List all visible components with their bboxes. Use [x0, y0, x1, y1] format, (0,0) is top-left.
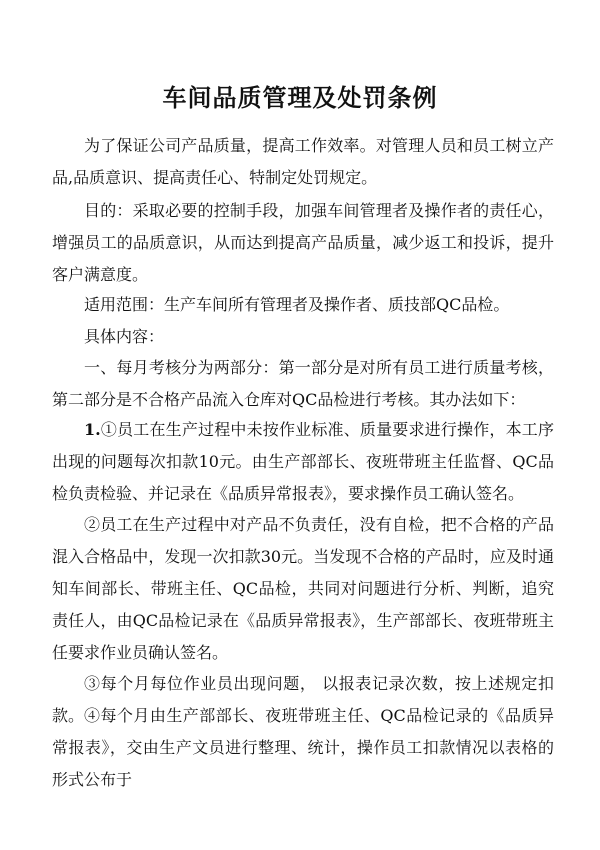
section1-paragraph: 一、每月考核分为两部分：第一部分是对所有员工进行质量考核，第二部分是不合格产品流入仓库对QC品检进行考核。其办法如下：: [52, 358, 554, 409]
item1-text: ①员工在生产过程中未按作业标准、质量要求进行操作，本工序出现的问题每次扣款10元。由生产部部长、夜班带班主任监督、QC品检负责检验、并记录在《品质异常报表》，要求操作员工确认签名。: [52, 420, 554, 503]
scope-paragraph: 适用范围：生产车间所有管理者及操作者、质技部QC品检。: [84, 295, 510, 314]
item1-paragraph: [52, 414, 554, 510]
intro-paragraph: 为了保证公司产品质量，提高工作效率。对管理人员和员工树立产品,品质意识、提高责任心、特制定处罚规定。: [52, 136, 554, 187]
page-title: 车间品质管理及处罚条例: [162, 83, 438, 112]
item1-number: 1.: [84, 420, 101, 439]
purpose-paragraph: 目的：采取必要的控制手段，加强车间管理者及操作者的责任心，增强员工的品质意识，从而达到提高产品质量，减少返工和投诉，提升客户满意度。: [52, 201, 554, 284]
content-label: 具体内容：: [84, 327, 165, 346]
item3-paragraph: ③每个月每位作业员出现问题， 以报表记录次数，按上述规定扣款。: [52, 674, 554, 725]
item4-paragraph: ④每个月由生产部部长、夜班带班主任、QC品检记录的《品质异常报表》，交由生产文员进行整理、统计，操作员工扣款情况以表格的形式公布于: [52, 706, 554, 789]
item2-paragraph: ②员工在生产过程中对产品不负责任，没有自检，把不合格的产品混入合格品中，发现一次扣款30元。当发现不合格的产品时，应及时通知车间部长、带班主任、QC品检，共同对问题进行分析、判断，追究责任人，由QC品检记录在《品质异常报表》，生产部部长、夜班带班主任要求作业员确认签名。: [52, 515, 554, 662]
